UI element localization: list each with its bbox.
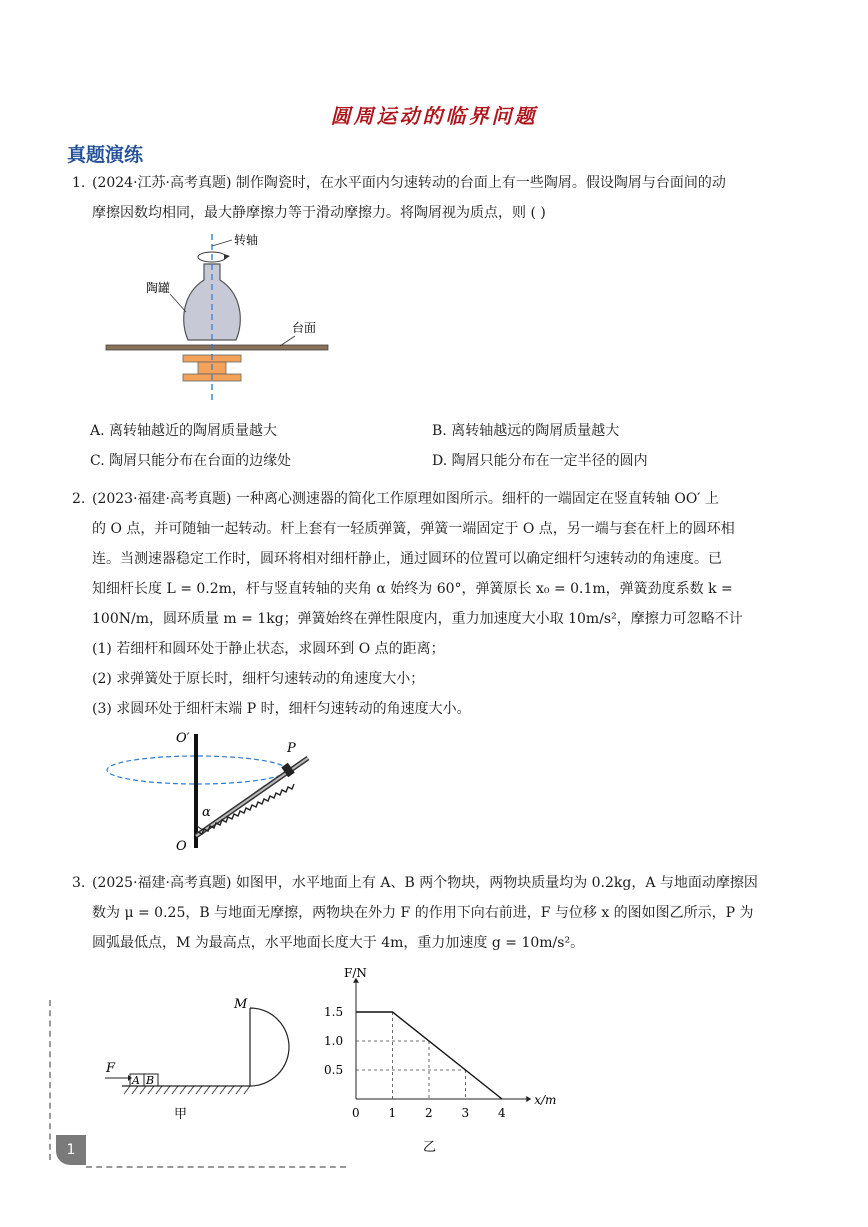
track-arc [250,1008,289,1086]
point-m-label: M [234,997,248,1012]
chart-layer [324,966,556,1155]
question-text: (2024·江苏·高考真题) 制作陶瓷时，在水平面内匀速转动的台面上有一些陶屑。假设陶屑与台面间的动 [92,175,726,191]
question-text: 圆弧最低点，M 为最高点，水平地面长度大于 4m，重力加速度 g = 10m/s²。 [92,935,585,951]
turntable [106,345,328,350]
y-axis-label: F/N [344,965,367,980]
pot-label: 陶罐 [146,281,171,295]
x-axis-label: x/m [534,1093,557,1107]
rotation-arrow-head [224,254,230,260]
question-text: (2023·福建·高考真题) 一种离心测速器的简化工作原理如图所示。细杆的一端固定在竖直转轴 OO′ 上 [92,491,719,507]
sub-question-2: (2) 求弹簧处于原长时，细杆匀速转动的角速度大小； [92,671,425,687]
question-text: 的 O 点，并可随轴一起转动。杆上套有一轻质弹簧，弹簧一端固定于 O 点，另一端与套在杆上的圆环相 [92,521,735,537]
label-alpha: α [202,805,211,820]
page-border-bottom [86,1166,346,1168]
question-2 [72,484,812,724]
table-label: 台面 [292,321,317,335]
section-heading: 真题演练 [67,144,144,166]
label-o: O [176,839,187,854]
option-a[interactable]: A. 离转轴越近的陶屑质量越大 [90,423,278,439]
block-b-label: B [146,1074,155,1087]
page-border-left [49,1000,51,1160]
x-axis-arrow [526,1096,531,1102]
label-o-prime: O′ [176,731,190,746]
question-text: 数为 μ = 0.25，B 与地面无摩擦，两物块在外力 F 的作用下向右前进，F 与位移 x 的图如图乙所示，P 为 [92,905,754,921]
x-tick-label: 1 [388,1106,397,1120]
question-text: (2025·福建·高考真题) 如图甲，水平地面上有 A、B 两个物块，两物块质量均为 0.2kg，A 与地面动摩擦因 [92,875,758,891]
y-tick-label: 1.0 [324,1034,344,1048]
question-text: 连。当测速器稳定工作时，圆环将相对细杆静止，通过圆环的位置可以确定细杆匀速转动的角速度。已 [92,551,722,567]
question-number: 1. [72,175,86,191]
pot-label-leader [170,294,186,312]
page-number: 1 [56,1135,86,1165]
chart-caption: 乙 [423,1140,437,1155]
question-text: 摩擦因数均相同，最大静摩擦力等于滑动摩擦力。将陶屑视为质点，则 ( ) [92,205,546,221]
question-1 [72,168,812,228]
option-d[interactable]: D. 陶屑只能分布在一定半径的圆内 [432,453,648,469]
axis-label-leader [212,240,232,246]
ground-hatch [124,1086,250,1094]
axis-label: 转轴 [234,233,259,247]
question-text: 100N/m，圆环质量 m = 1kg；弹簧始终在弹性限度内，重力加速度大小取 10m/s²，摩擦力可忽略不计 [92,611,743,627]
question-number: 2. [72,491,86,507]
table-label-leader [280,336,295,346]
spring [198,784,294,834]
x-tick-label: 2 [425,1106,433,1120]
question-text: 知细杆长度 L = 0.2m，杆与竖直转轴的夹角 α 始终为 60°，弹簧原长 x₀ = 0.1m，弹簧劲度系数 k = [92,581,733,597]
page-title: 圆周运动的临界问题 [330,104,538,128]
label-p: P [287,741,296,756]
x-tick-label: 4 [498,1106,506,1120]
y-tick-label: 1.5 [324,1005,344,1019]
figure-centrifuge [100,728,340,858]
x-tick-label: 3 [461,1106,470,1120]
question-3 [72,868,812,958]
question-number: 3. [72,875,86,891]
sub-question-1: (1) 若细杆和圆环处于静止状态，求圆环到 O 点的距离； [92,641,445,657]
y-tick-label: 0.5 [324,1063,344,1077]
sub-question-3: (3) 求圆环处于细杆末端 P 时，细杆匀速转动的角速度大小。 [92,701,471,717]
figure-pottery-wheel [100,232,340,407]
block-a-label: A [132,1074,140,1087]
force-label: F [106,1061,116,1076]
x-tick-label: 0 [352,1106,360,1120]
chart-f-x [318,962,588,1155]
caption-jia: 甲 [174,1107,188,1122]
figure-jia [100,990,300,1125]
option-b[interactable]: B. 离转轴越远的陶屑质量越大 [432,423,620,439]
option-c[interactable]: C. 陶屑只能分布在台面的边缘处 [90,453,292,469]
